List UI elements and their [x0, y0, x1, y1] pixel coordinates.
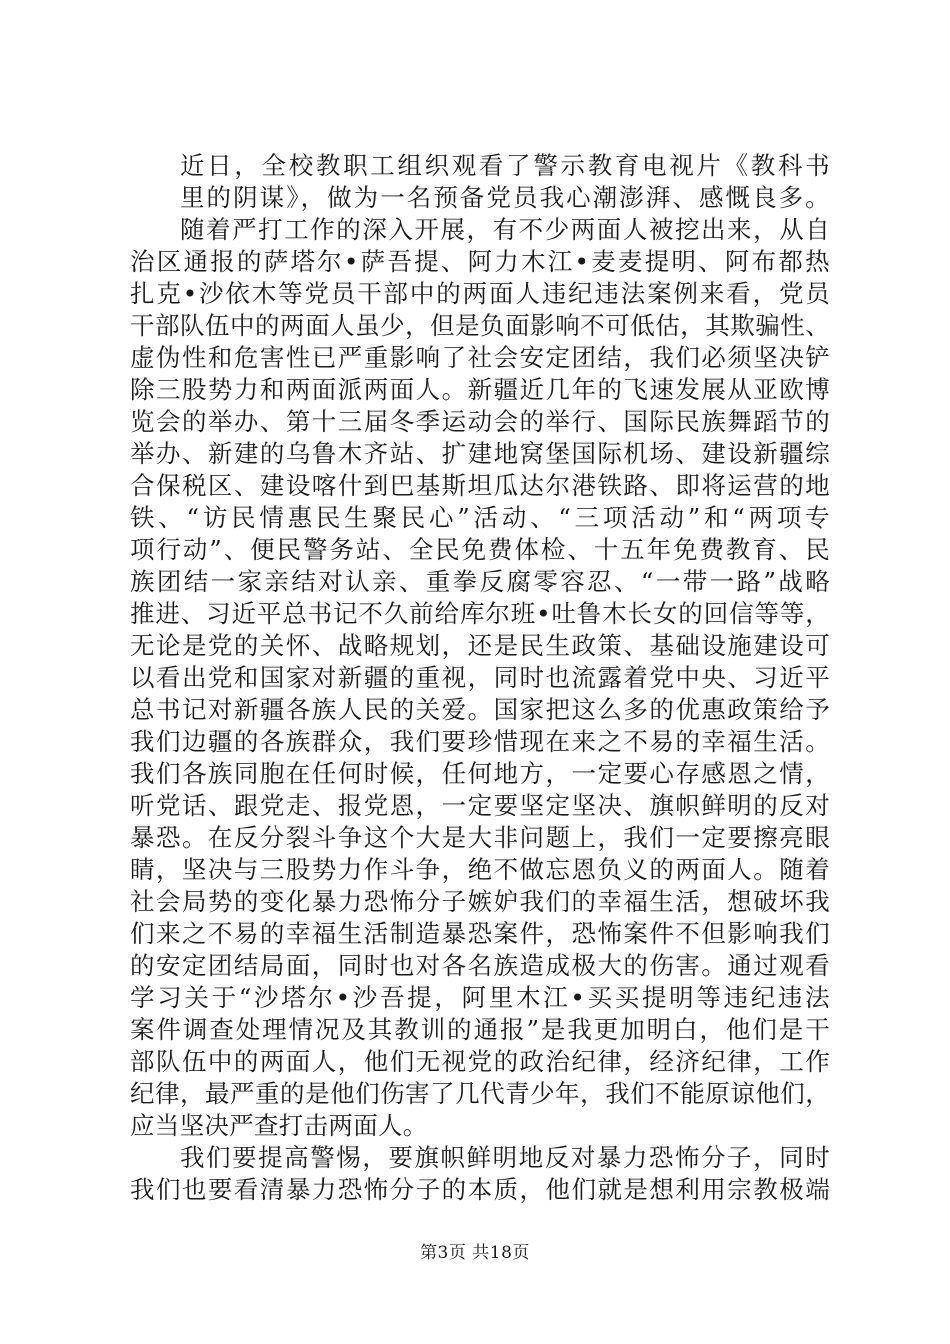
- text-line: 社会局势的变化暴力恐怖分子嫉妒我们的幸福生活，想破坏我: [130, 887, 832, 916]
- text-line: 的安定团结局面，同时也对各名族造成极大的伤害。通过观看: [130, 951, 832, 980]
- text-line: 治区通报的萨塔尔•萨吾提、阿力木江•麦麦提明、阿布都热: [130, 247, 832, 276]
- text-line: 虚伪性和危害性已严重影响了社会安定团结，我们必须坚决铲: [130, 343, 832, 372]
- text-line: 铁、“访民情惠民生聚民心”活动、“三项活动”和“两项专: [130, 503, 834, 532]
- text-line: 除三股势力和两面派两面人。新疆近几年的飞速发展从亚欧博: [130, 375, 832, 404]
- text-line: 们来之不易的幸福生活制造暴恐案件，恐怖案件不但影响我们: [130, 919, 832, 948]
- text-line: 扎克•沙依木等党员干部中的两面人违纪违法案例来看，党员: [130, 279, 832, 308]
- text-line: 合保税区、建设喀什到巴基斯坦瓜达尔港铁路、即将运营的地: [130, 471, 832, 500]
- text-line: 学习关于“沙塔尔•沙吾提，阿里木江•买买提明等违纪违法: [130, 983, 833, 1012]
- text-line: 干部队伍中的两面人虽少，但是负面影响不可低估，其欺骗性、: [130, 311, 831, 340]
- text-line: 我们各族同胞在任何时候，任何地方，一定要心存感恩之情，: [130, 759, 832, 788]
- text-line: 总书记对新疆各族人民的关爱。国家把这么多的优惠政策给予: [130, 695, 832, 724]
- text-line: 随着严打工作的深入开展，有不少两面人被挖出来，从自: [180, 215, 832, 244]
- text-line: 里的阴谋》，做为一名预备党员我心潮澎湃、感慨良多。: [180, 183, 832, 212]
- text-line: 我们边疆的各族群众，我们要珍惜现在来之不易的幸福生活。: [130, 727, 832, 756]
- text-line: 项行动”、便民警务站、全民免费体检、十五年免费教育、民: [130, 535, 832, 564]
- text-line: 睛，坚决与三股势力作斗争，绝不做忘恩负义的两面人。随着: [130, 855, 832, 884]
- text-line: 无论是党的关怀、战略规划，还是民生政策、基础设施建设可: [130, 631, 832, 660]
- text-line: 推进、习近平总书记不久前给库尔班•吐鲁木长女的回信等等，: [130, 599, 831, 628]
- text-line: 应当坚决严查打击两面人。: [130, 1111, 428, 1140]
- text-line: 族团结一家亲结对认亲、重拳反腐零容忍、“一带一路”战略: [130, 567, 833, 596]
- text-line: 案件调查处理情况及其教训的通报”是我更加明白，他们是干: [130, 1015, 832, 1044]
- text-line: 我们要提高警惕，要旗帜鲜明地反对暴力恐怖分子，同时: [180, 1143, 832, 1172]
- text-line: 我们也要看清暴力恐怖分子的本质，他们就是想利用宗教极端: [130, 1175, 832, 1204]
- text-line: 暴恐。在反分裂斗争这个大是大非问题上，我们一定要擦亮眼: [130, 823, 832, 852]
- text-line: 近日，全校教职工组织观看了警示教育电视片《教科书: [180, 151, 833, 180]
- page-number-footer: 第3页 共18页: [420, 1243, 530, 1263]
- text-line: 听党话、跟党走、报党恩，一定要坚定坚决、旗帜鲜明的反对: [130, 791, 832, 820]
- text-line: 举办、新建的乌鲁木齐站、扩建地窝堡国际机场、建设新疆综: [130, 439, 832, 468]
- document-body: [130, 150, 834, 1206]
- text-line: 以看出党和国家对新疆的重视，同时也流露着党中央、习近平: [130, 663, 832, 692]
- text-line: 览会的举办、第十三届冬季运动会的举行、国际民族舞蹈节的: [130, 407, 832, 436]
- text-line: 部队伍中的两面人，他们无视党的政治纪律，经济纪律，工作: [130, 1047, 832, 1076]
- text-line: 纪律，最严重的是他们伤害了几代青少年，我们不能原谅他们，: [130, 1079, 831, 1108]
